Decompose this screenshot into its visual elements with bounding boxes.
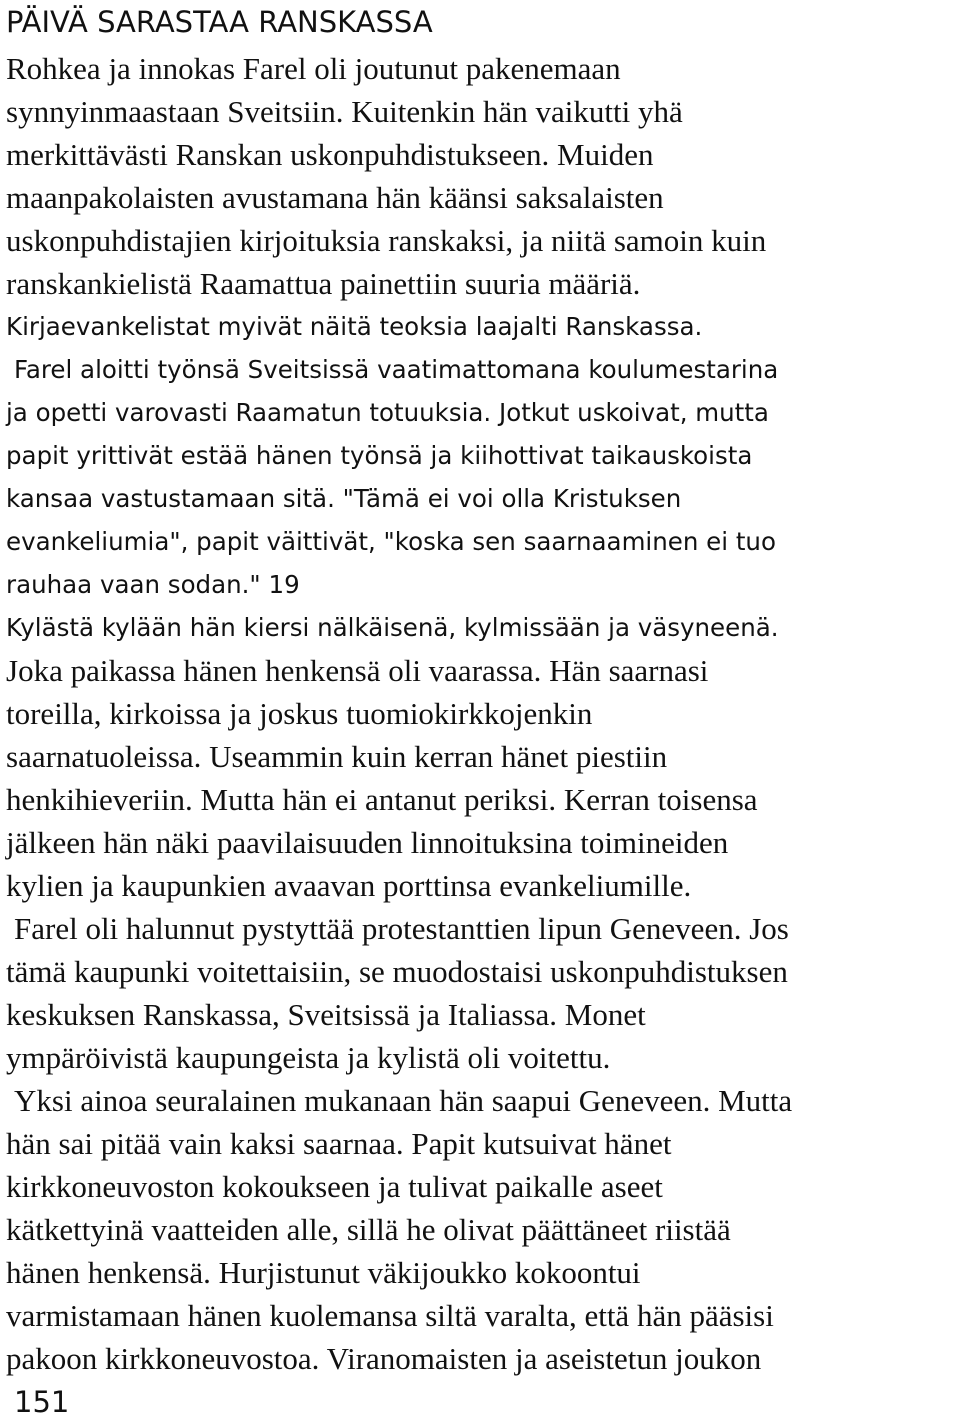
text-line-16: toreilla, kirkoissa ja joskus tuomiokirkkojenkin [6,696,593,731]
text-line-3: merkittävästi Ranskan uskonpuhdistukseen. Muiden [6,137,654,172]
text-line-27: kirkkoneuvoston kokoukseen ja tulivat paikalle aseet [6,1169,663,1204]
text-line-1: Rohkea ja innokas Farel oli joutunut pakenemaan [6,51,621,86]
text-line-10: papit yrittivät estää hänen työnsä ja kiihottivat taikauskoista [6,441,753,470]
page-number: 151 [14,1385,70,1419]
text-line-31: pakoon kirkkoneuvostoa. Viranomaisten ja aseistetun joukon [6,1341,762,1376]
text-line-8: Farel aloitti työnsä Sveitsissä vaatimattomana koulumestarina [14,355,779,384]
text-line-23: keskuksen Ranskassa, Sveitsissä ja Italiassa. Monet [6,997,646,1032]
text-line-17: saarnatuoleissa. Useammin kuin kerran hänet piestiin [6,739,668,774]
text-line-11: kansaa vastustamaan sitä. "Tämä ei voi olla Kristuksen [6,484,682,513]
text-line-7: Kirjaevankelistat myivät näitä teoksia laajalti Ranskassa. [6,312,703,341]
text-line-5: uskonpuhdistajien kirjoituksia ranskaksi, ja niitä samoin kuin [6,223,767,258]
text-line-21: Farel oli halunnut pystyttää protestanttien lipun Geneveen. Jos [14,911,789,946]
text-line-13: rauhaa vaan sodan." 19 [6,570,300,599]
text-line-25: Yksi ainoa seuralainen mukanaan hän saapui Geneveen. Mutta [14,1083,793,1118]
text-line-19: jälkeen hän näki paavilaisuuden linnoituksina toimineiden [6,825,729,860]
text-line-14: Kylästä kylään hän kiersi nälkäisenä, kylmissään ja väsyneenä. [6,613,779,642]
text-line-20: kylien ja kaupunkien avaavan porttinsa evankeliumille. [6,868,692,903]
text-line-9: ja opetti varovasti Raamatun totuuksia. Jotkut uskoivat, mutta [6,398,769,427]
text-line-24: ympäröivistä kaupungeista ja kylistä oli voitettu. [6,1040,611,1075]
text-line-30: varmistamaan hänen kuolemansa siltä varalta, että hän pääsisi [6,1298,774,1333]
text-line-29: hänen henkensä. Hurjistunut väkijoukko kokoontui [6,1255,641,1290]
text-line-28: kätkettyinä vaatteiden alle, sillä he olivat päättäneet riistää [6,1212,731,1247]
text-line-4: maanpakolaisten avustamana hän käänsi saksalaisten [6,180,664,215]
text-line-6: ranskankielistä Raamattua painettiin suuria määriä. [6,266,641,301]
page-title: PÄIVÄ SARASTAA RANSKASSA [6,5,433,39]
text-line-12: evankeliumia", papit väittivät, "koska sen saarnaaminen ei tuo [6,527,776,556]
text-line-18: henkihieveriin. Mutta hän ei antanut periksi. Kerran toisensa [6,782,758,817]
text-line-26: hän sai pitää vain kaksi saarnaa. Papit kutsuivat hänet [6,1126,672,1161]
text-line-22: tämä kaupunki voitettaisiin, se muodostaisi uskonpuhdistuksen [6,954,788,989]
text-line-2: synnyinmaastaan Sveitsiin. Kuitenkin hän vaikutti yhä [6,94,683,129]
text-line-15: Joka paikassa hänen henkensä oli vaarassa. Hän saarnasi [6,653,709,688]
